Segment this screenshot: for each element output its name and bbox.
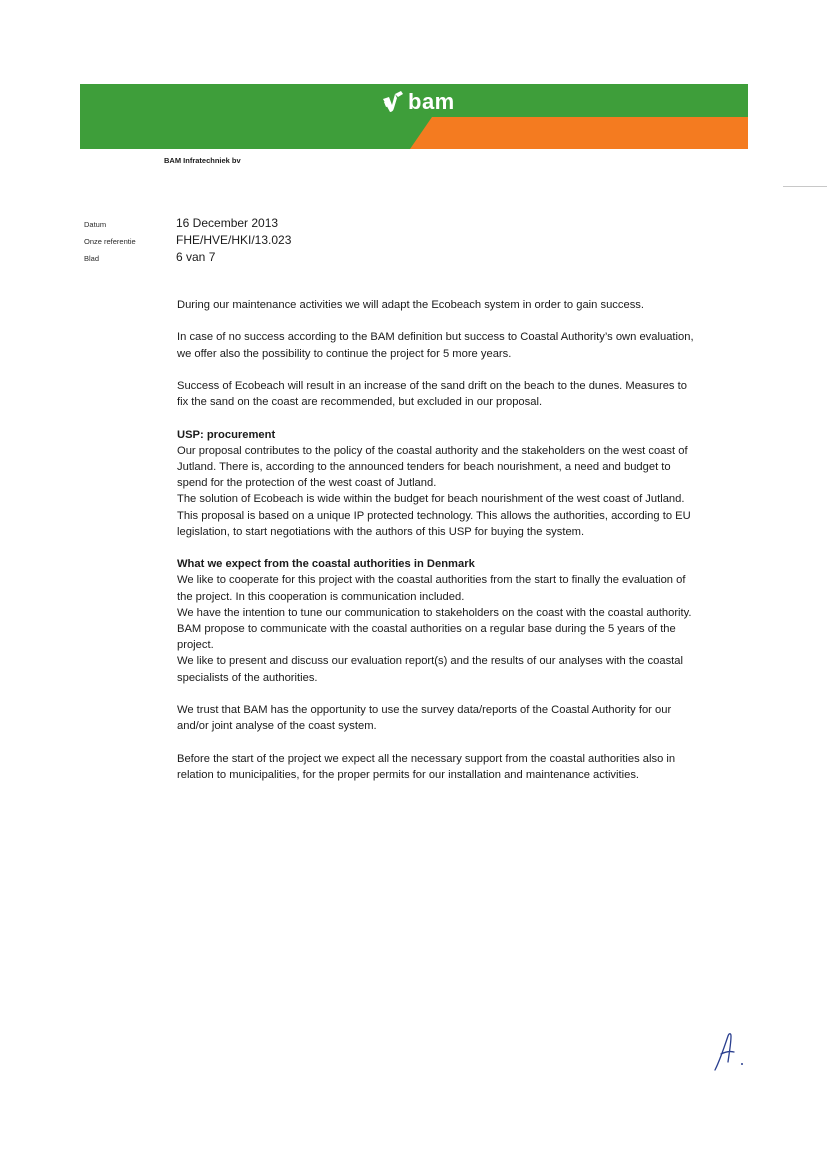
- header-banner: [80, 84, 748, 149]
- meta-value: FHE/HVE/HKI/13.023: [176, 233, 292, 247]
- signature-initial: [712, 1030, 752, 1072]
- meta-label: Blad: [84, 254, 100, 263]
- meta-label: Datum: [84, 220, 107, 229]
- paragraph: Before the start of the project we expect all the necessary support from the coastal authorities also in relation to municipalities, for the proper permits for our installation and maintenance activities.: [177, 752, 676, 781]
- expectations-section: [177, 556, 697, 686]
- paragraph: We like to present and discuss our evaluation report(s) and the results of our analyses with the coastal specialists of the authorities.: [177, 655, 683, 684]
- paragraph: In case of no success according to the BAM definition but success to Coastal Authority’s own evaluation, we offer also the possibility to continue the project for 5 more years.: [177, 331, 694, 360]
- paragraph: We have the intention to tune our communication to stakeholders on the coast with the coastal authority. BAM propose to communicate with the coastal authorities on a regular base during the 5 years of the project.: [177, 606, 692, 652]
- meta-value: 16 December 2013: [176, 216, 279, 230]
- meta-row-date: [84, 216, 291, 233]
- meta-row-reference: [84, 233, 291, 250]
- letter-body: [177, 297, 697, 799]
- bam-logo-icon: [382, 90, 404, 114]
- bam-logo: [382, 88, 455, 116]
- paragraph: We trust that BAM has the opportunity to use the survey data/reports of the Coastal Authority for our and/or joint analyse of the coast system.: [177, 704, 672, 733]
- meta-row-page: [84, 250, 291, 267]
- paragraph: We like to cooperate for this project with the coastal authorities from the start to finally the evaluation of the project. In this cooperation is communication included.: [177, 574, 686, 603]
- brand-name: bam: [408, 89, 455, 114]
- meta-label: Onze referentie: [84, 237, 136, 246]
- usp-section: [177, 427, 697, 540]
- paragraph: This proposal is based on a unique IP protected technology. This allows the authorities, according to EU legislation, to start negotiations with the authors of this USP for buying the system.: [177, 509, 691, 538]
- paragraph: Success of Ecobeach will result in an increase of the sand drift on the beach to the dunes. Measures to fix the sand on the coast are recommended, but excluded in our proposal.: [177, 379, 687, 409]
- company-name: BAM Infratechniek bv: [164, 156, 241, 165]
- meta-value: 6 van 7: [176, 250, 216, 264]
- paragraph: During our maintenance activities we will adapt the Ecobeach system in order to gain success.: [177, 299, 645, 311]
- paragraph: Our proposal contributes to the policy of the coastal authority and the stakeholders on the west coast of Jutland. There is, according to the announced tenders for beach nourishment, a need and budget to spend for the protection of the west coast of Jutland.: [177, 444, 688, 490]
- margin-rule: [783, 186, 827, 187]
- section-heading: USP: procurement: [177, 428, 276, 441]
- paragraph: The solution of Ecobeach is wide within the budget for beach nourishment of the west coast of Jutland.: [177, 493, 685, 506]
- section-heading: What we expect from the coastal authorities in Denmark: [177, 558, 475, 571]
- letter-meta: [84, 216, 291, 267]
